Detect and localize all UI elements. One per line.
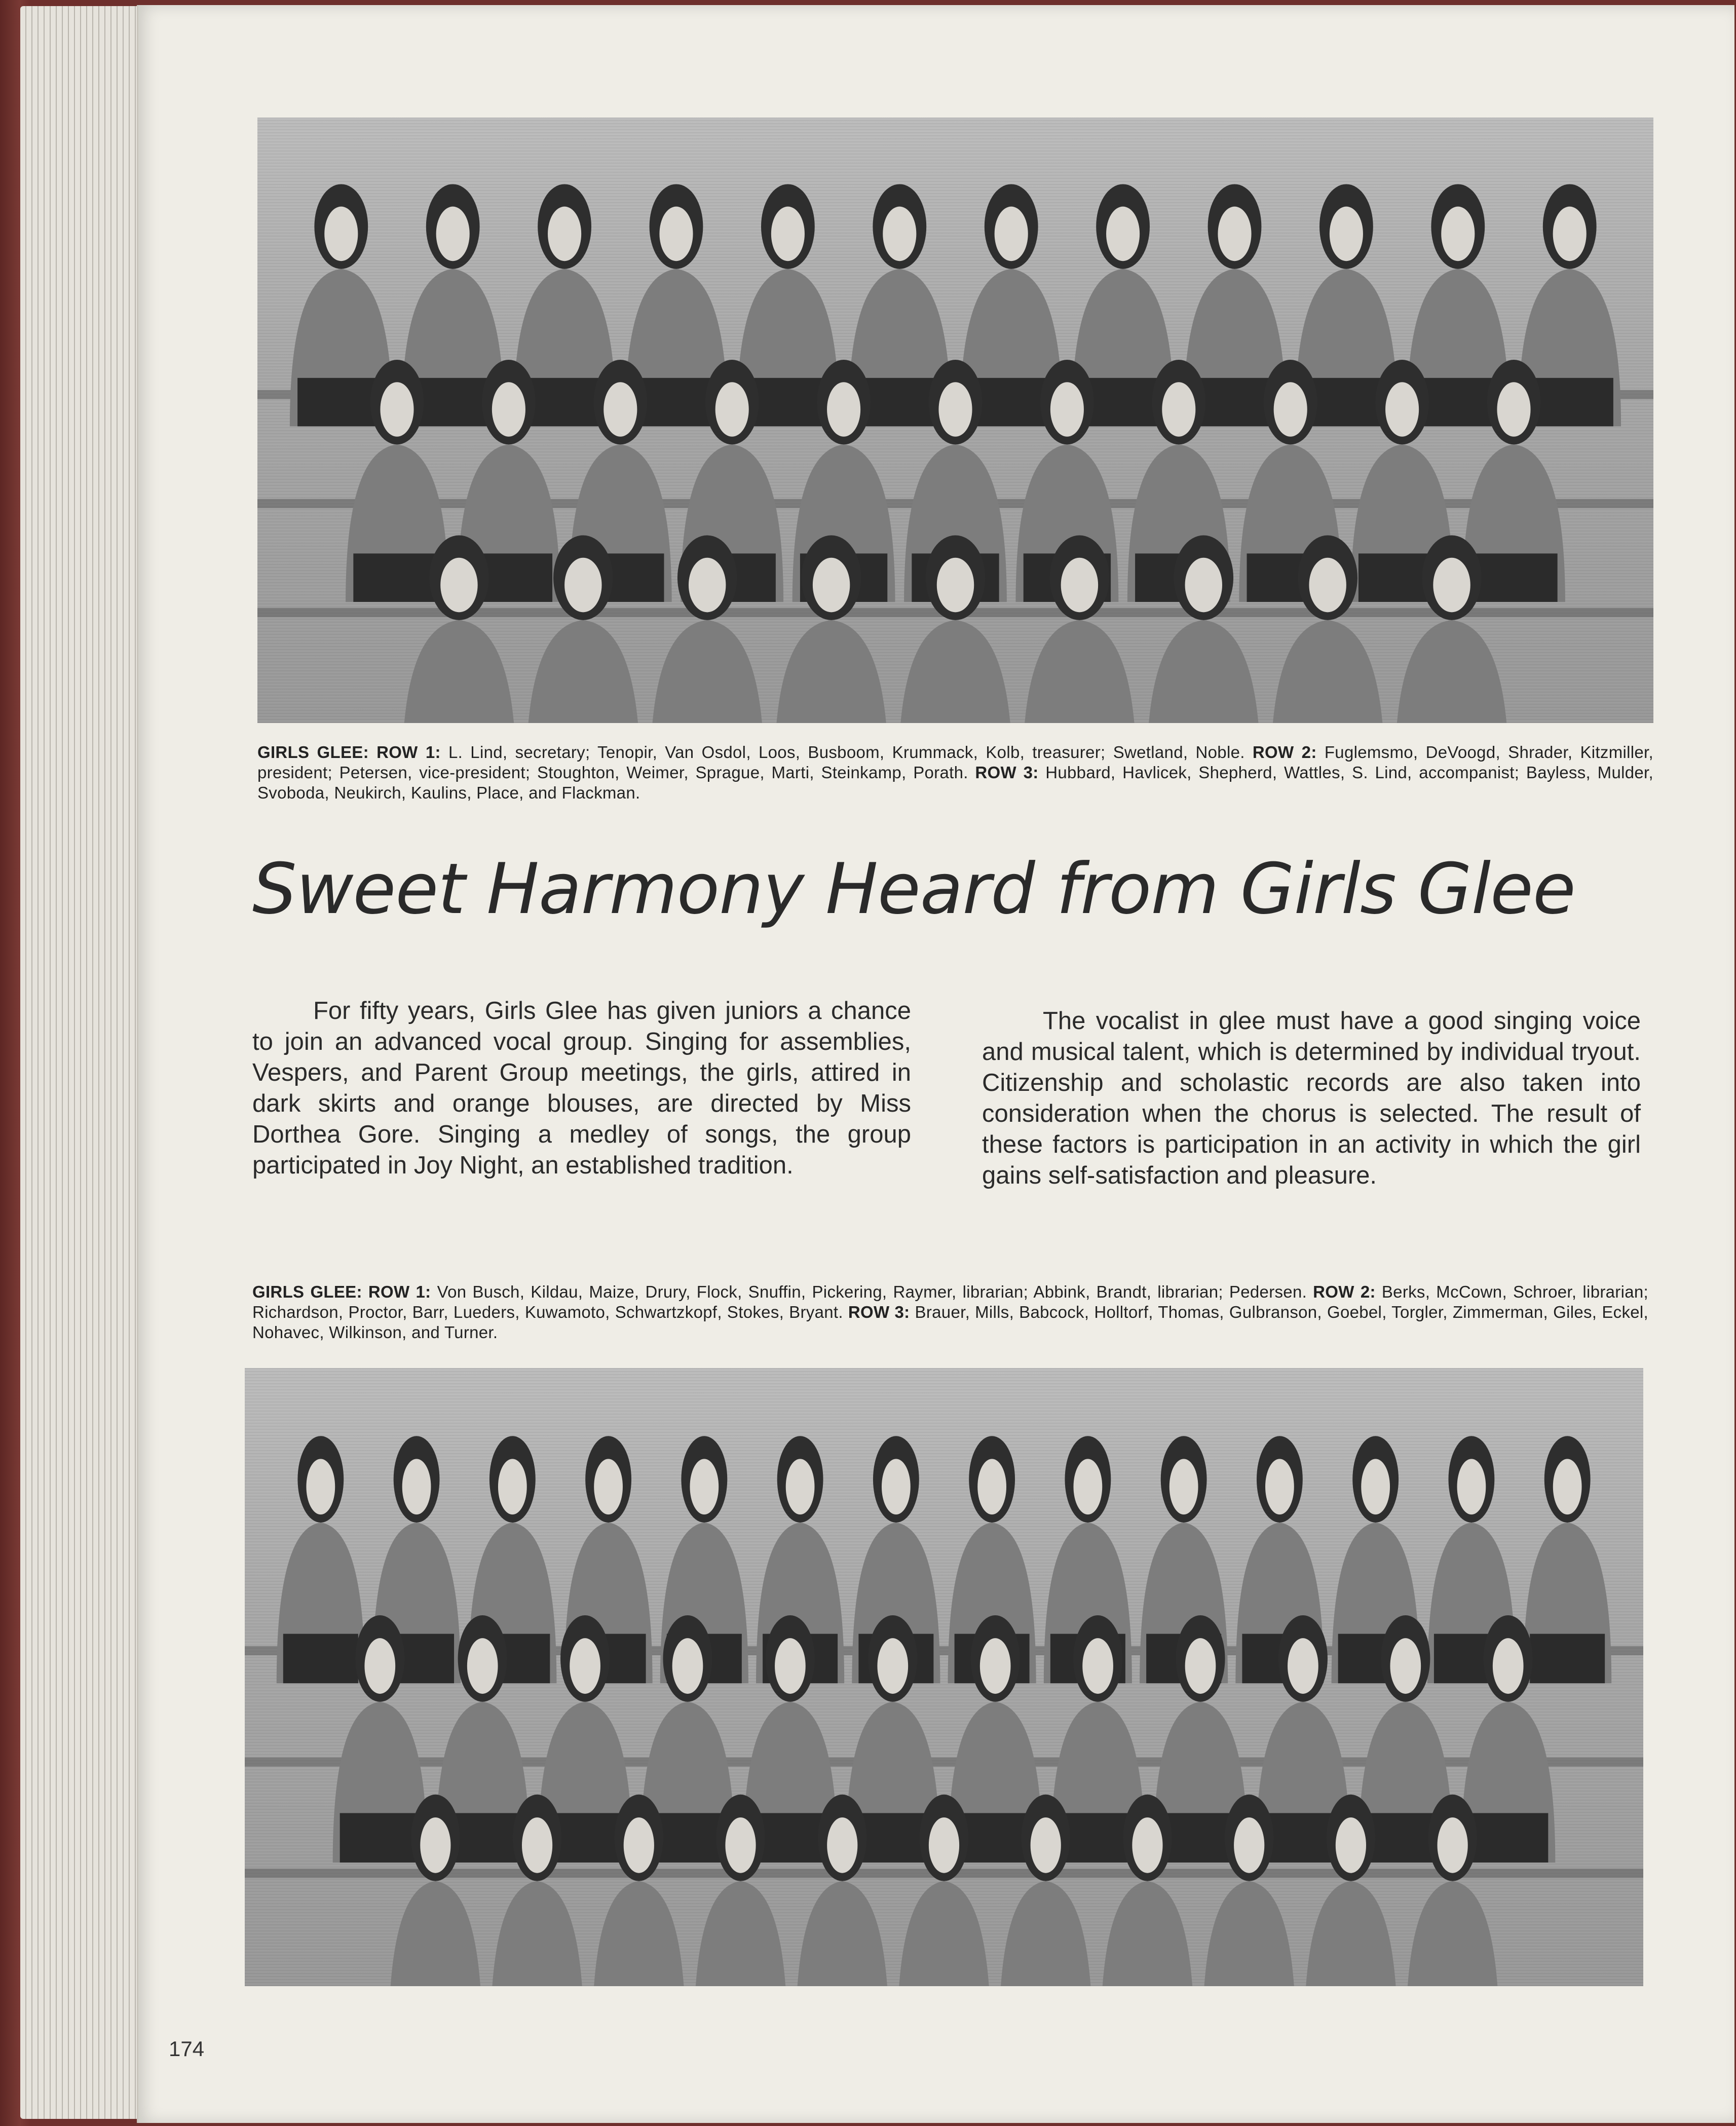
top-group-photo <box>257 118 1653 723</box>
caption-lead: GIRLS GLEE: ROW 1: <box>257 743 441 762</box>
caption-row3-label: ROW 3: <box>975 763 1039 782</box>
bottom-photo-caption <box>252 1282 1648 1343</box>
bottom-photo-figures <box>245 1368 1643 1986</box>
caption-row3: Brauer, Mills, Babcock, Holltorf, Thomas, Gulbranson, Goebel, Torgler, Zimmerman, Giles, Eckel, Nohavec, Wilkinson, and Turner. <box>252 1303 1648 1342</box>
caption-row2: Fuglemsmo, DeVoogd, Shrader, Kitzmiller, president; Petersen, vice-president; Stoughton, Weimer, Sprague, Marti, Steinkamp, Porath. <box>257 743 1653 782</box>
caption-row1: Von Busch, Kildau, Maize, Drury, Flock, Snuffin, Pickering, Raymer, librarian; Abbink, Brandt, librarian; Pedersen. <box>431 1282 1313 1301</box>
caption-row1: L. Lind, secretary; Tenopir, Van Osdol, Loos, Busboom, Krummack, Kolb, treasurer; Swetland, Noble. <box>440 743 1253 762</box>
page-number: 174 <box>169 2037 205 2061</box>
caption-row2-label: ROW 2: <box>1252 743 1317 762</box>
caption-row3-label: ROW 3: <box>848 1303 910 1321</box>
caption-row3: Hubbard, Havlicek, Shepherd, Wattles, S. Lind, accompanist; Bayless, Mulder, Svoboda, Neukirch, Kaulins, Place, and Flackman. <box>257 763 1653 802</box>
caption-lead: GIRLS GLEE: ROW 1: <box>252 1282 431 1301</box>
singer-figure <box>1523 1436 1611 1683</box>
yearbook-page <box>137 5 1734 2123</box>
body-column-left <box>252 996 911 1181</box>
singer-figure <box>277 1436 365 1683</box>
body-paragraph-left: For fifty years, Girls Glee has given juniors a chance to join an advanced vocal group. Singing for assemblies, Vespers, and Parent Group meetings, the girls, attired in dark skirts and orange blouses, are directed by Miss Dorthea Gore. Singing a medley of songs, the group participated in Joy Night, an established tradition. <box>252 997 911 1179</box>
page-stack-edge <box>20 6 147 2119</box>
top-photo-caption <box>257 742 1653 803</box>
body-column-right <box>982 1006 1641 1191</box>
caption-row2-label: ROW 2: <box>1313 1282 1376 1301</box>
page-headline: Sweet Harmony Heard from Girls Glee <box>252 848 1575 930</box>
bottom-group-photo <box>245 1368 1643 1986</box>
body-paragraph-right: The vocalist in glee must have a good singing voice and musical talent, which is determined by individual tryout. Citizenship and scholastic records are also taken into consideration when the chorus is selected. The result of these factors is participation in an activity in which the girl gains self-satisfaction and pleasure. <box>982 1007 1641 1189</box>
top-photo-figures <box>257 118 1653 723</box>
caption-row2: Berks, McCown, Schroer, librarian; Richardson, Proctor, Barr, Lueders, Kuwamoto, Schwartzkopf, Stokes, Bryant. <box>252 1282 1648 1321</box>
